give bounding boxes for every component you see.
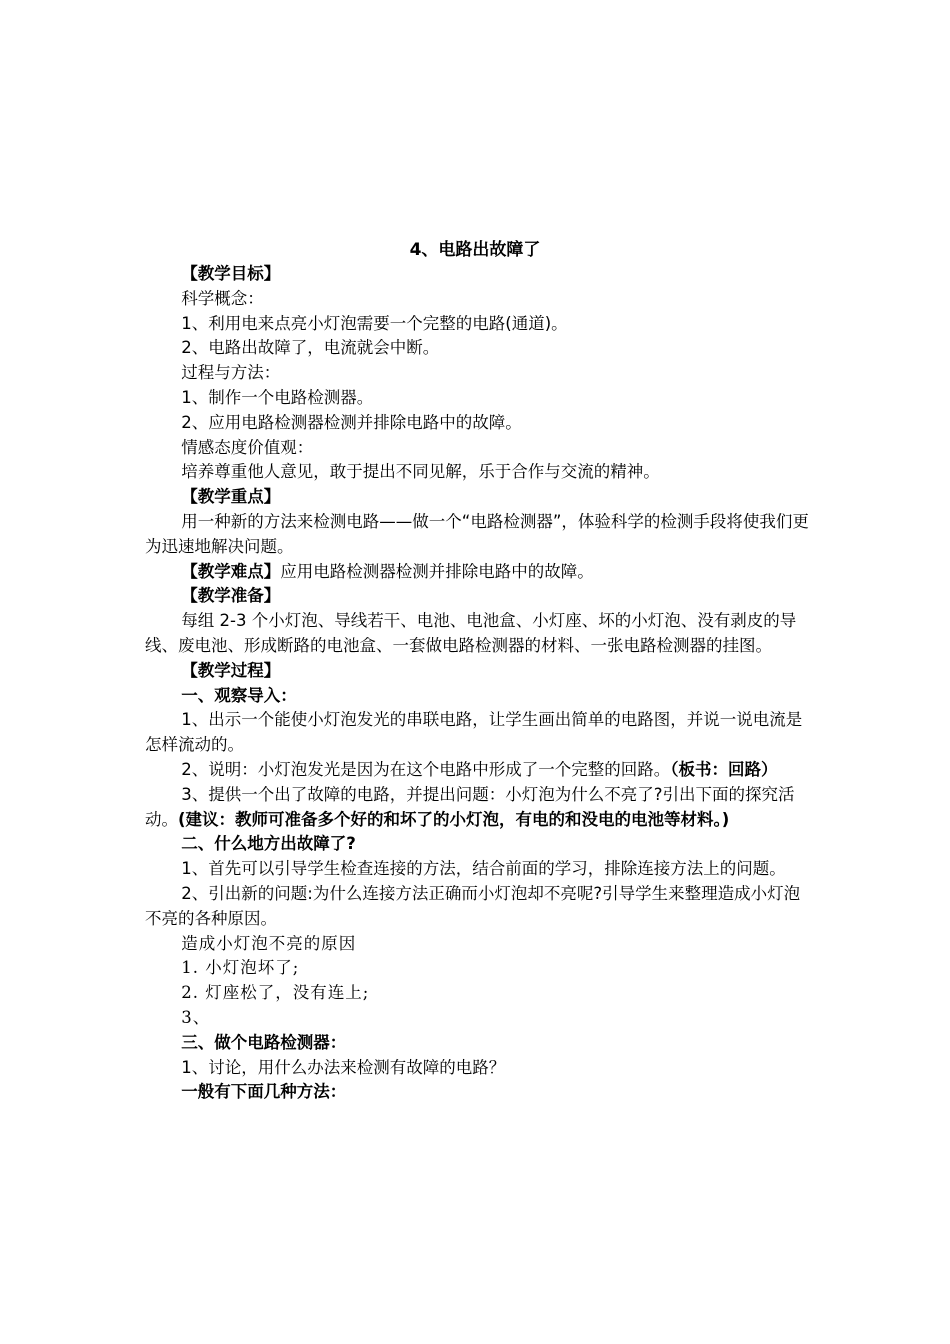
section-1-paragraph-3-text: 3、提供一个出了故障的电路，并提出问题：小灯泡为什么不亮了?引出下面的探究活动。: [145, 784, 795, 829]
goals-heading: 【教学目标】: [181, 264, 281, 283]
process-method-item-2: 2、应用电路检测器检测并排除电路中的故障。: [181, 412, 522, 432]
section-1-paragraph-2: [145, 758, 810, 783]
section-3-title: 三、做个电路检测器：: [181, 1032, 347, 1052]
section-1-title: 一、观察导入：: [181, 685, 297, 705]
section-2-paragraph-1: 1、首先可以引导学生检查连接的方法，结合前面的学习，排除连接方法上的问题。: [181, 859, 786, 879]
process-heading: 【教学过程】: [181, 660, 281, 680]
lesson-body: [145, 262, 810, 1105]
reasons-label: 造成小灯泡不亮的原因: [181, 933, 357, 953]
concept-label: 科学概念：: [181, 288, 264, 308]
preparation-text: 每组 2-3 个小灯泡、导线若干、电池、电池盒、小灯座、坏的小灯泡、没有剥皮的导线、废电池、形成断路的电池盒、一套做电路检测器的材料、一张电路检测器的挂图。: [145, 611, 797, 655]
section-2-title: 二、什么地方出故障了?: [181, 834, 356, 854]
section-1-paragraph-3: [145, 783, 810, 833]
reason-item-2: 2. 灯座松了，没有连上;: [181, 983, 370, 1003]
difficulty-heading: 【教学难点】: [181, 561, 281, 581]
key-points-text: 用一种新的方法来检测电路——做一个“电路检测器”，体验科学的检测手段将使我们更为迅速地解决问题。: [145, 511, 809, 556]
difficulty-text: 应用电路检测器检测并排除电路中的故障。: [280, 561, 594, 581]
reason-item-3: 3、: [181, 1007, 211, 1027]
preparation-heading: 【教学准备】: [181, 586, 281, 606]
process-method-item-1: 1、制作一个电路检测器。: [181, 387, 374, 407]
section-3-paragraph-2: 一般有下面几种方法：: [181, 1082, 347, 1102]
section-1-paragraph-2-text: 2、说明：小灯泡发光是因为在这个电路中形成了一个完整的回路。: [181, 759, 671, 779]
process-method-label: 过程与方法：: [181, 363, 281, 383]
teacher-suggestion: (建议：教师可准备多个好的和坏了的小灯泡，有电的和没电的电池等材料。): [178, 809, 730, 829]
section-1-paragraph-1: 1、出示一个能使小灯泡发光的串联电路，让学生画出简单的电路图，并说一说电流是怎样流动的。: [145, 710, 803, 755]
section-3-paragraph-1: 1、讨论，用什么办法来检测有故障的电路？: [181, 1057, 506, 1077]
lesson-title: 4、电路出故障了: [409, 240, 541, 260]
key-points-heading: 【教学重点】: [181, 487, 281, 507]
blackboard-note: （板书：回路）: [670, 759, 778, 779]
attitude-label: 情感态度价值观：: [181, 437, 314, 457]
concept-item-2: 2、电路出故障了，电流就会中断。: [181, 338, 440, 358]
reason-item-1: 1. 小灯泡坏了;: [181, 958, 300, 978]
difficulty-paragraph: [145, 560, 810, 585]
concept-item-1: 1、利用电来点亮小灯泡需要一个完整的电路(通道)。: [181, 313, 568, 333]
attitude-item-1: 培养尊重他人意见，敢于提出不同见解，乐于合作与交流的精神。: [181, 462, 660, 482]
section-2-paragraph-2: 2、引出新的问题:为什么连接方法正确而小灯泡却不亮呢?引导学生来整理造成小灯泡不亮的各种原因。: [145, 883, 801, 928]
